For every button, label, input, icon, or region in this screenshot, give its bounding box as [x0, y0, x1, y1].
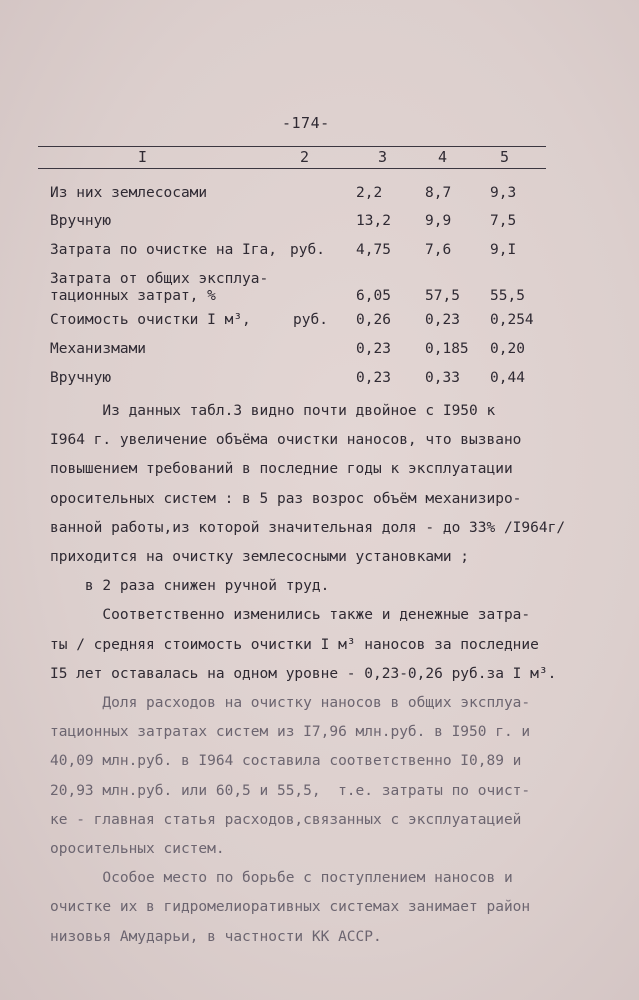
- text-line: повышением требований в последние годы к эксплуатации: [50, 461, 513, 478]
- cell-c3: 4,75: [356, 242, 391, 258]
- cell-c4: 0,185: [425, 341, 469, 357]
- table-header-col-5: 5: [500, 148, 510, 166]
- row-label: Стоимость очистки I м³,: [50, 312, 251, 328]
- row-label: Вручную: [50, 370, 112, 386]
- cell-c3: 0,26: [356, 312, 391, 328]
- text-line: приходится на очистку землесосными установками ;: [50, 549, 470, 566]
- cell-c5: 0,254: [490, 312, 534, 328]
- table-header-rule: [38, 168, 546, 169]
- cell-c4: 57,5: [425, 288, 460, 304]
- cell-c4: 7,6: [425, 242, 452, 258]
- text-line: I964 г. увеличение объёма очистки наносов, что вызвано: [50, 432, 522, 449]
- cell-c3: 6,05: [356, 288, 391, 304]
- page-number: -174-: [282, 114, 330, 132]
- row-label: Вручную: [50, 213, 112, 229]
- table-header-col-4: 4: [438, 148, 448, 166]
- cell-c4: 0,33: [425, 370, 460, 386]
- text-line: Особое место по борьбе с поступлением наносов и: [50, 870, 513, 887]
- cell-c4: 8,7: [425, 185, 452, 201]
- table-header-col-1: I: [138, 148, 148, 166]
- text-line: очистке их в гидромелиоративных системах занимает район: [50, 899, 531, 916]
- text-line: 40,09 млн.руб. в I964 составила соответственно I0,89 и: [50, 753, 522, 770]
- text-line: ванной работы,из которой значительная доля - до 33% /I964г/: [50, 519, 566, 536]
- table-header-col-3: 3: [378, 148, 388, 166]
- table-header-col-2: 2: [300, 148, 310, 166]
- text-line: тационных затратах систем из I7,96 млн.руб. в I950 г. и: [50, 724, 531, 741]
- cell-c3: 2,2: [356, 185, 383, 201]
- text-line: Из данных табл.3 видно почти двойное с I950 к: [50, 403, 496, 419]
- body-text: [50, 397, 566, 952]
- text-line: 20,93 млн.руб. или 60,5 и 55,5, т.е. затраты по очист-: [50, 782, 531, 799]
- cell-c4: 9,9: [425, 213, 452, 229]
- row-label: Затрата по очистке на Iга,: [50, 242, 277, 258]
- cell-c3: 0,23: [356, 370, 391, 386]
- row-label: Затрата от общих эксплуа-: [50, 271, 269, 287]
- text-line: оросительных систем : в 5 раз возрос объём механизиро-: [50, 490, 522, 507]
- cell-c3: 13,2: [356, 213, 391, 229]
- text-line: ке - главная статья расходов,связанных с эксплуатацией: [50, 811, 522, 828]
- row-label: тационных затрат, %: [50, 288, 216, 304]
- cell-c5: 9,I: [490, 242, 517, 258]
- row-unit: руб.: [290, 242, 325, 258]
- text-line: I5 лет оставалась на одном уровне - 0,23-0,26 руб.за I м³.: [50, 665, 557, 682]
- text-line: ты / средняя стоимость очистки I м³ наносов за последние: [50, 636, 539, 653]
- text-line: оросительных систем.: [50, 841, 225, 858]
- table-top-rule: [38, 146, 546, 147]
- cell-c4: 0,23: [425, 312, 460, 328]
- row-label: Механизмами: [50, 341, 147, 357]
- text-line: в 2 раза снижен ручной труд.: [50, 578, 330, 595]
- cell-c3: 0,23: [356, 341, 391, 357]
- text-line: Соответственно изменились также и денежные затра-: [50, 607, 531, 624]
- row-unit: руб.: [293, 312, 328, 328]
- cell-c5: 9,3: [490, 185, 517, 201]
- cell-c5: 7,5: [490, 213, 517, 229]
- text-line: Доля расходов на очистку наносов в общих эксплуа-: [50, 695, 531, 712]
- text-line: низовья Амударьи, в частности КК АССР.: [50, 928, 382, 945]
- cell-c5: 0,20: [490, 341, 525, 357]
- row-label: Из них землесосами: [50, 185, 208, 201]
- cell-c5: 0,44: [490, 370, 525, 386]
- cell-c5: 55,5: [490, 288, 525, 304]
